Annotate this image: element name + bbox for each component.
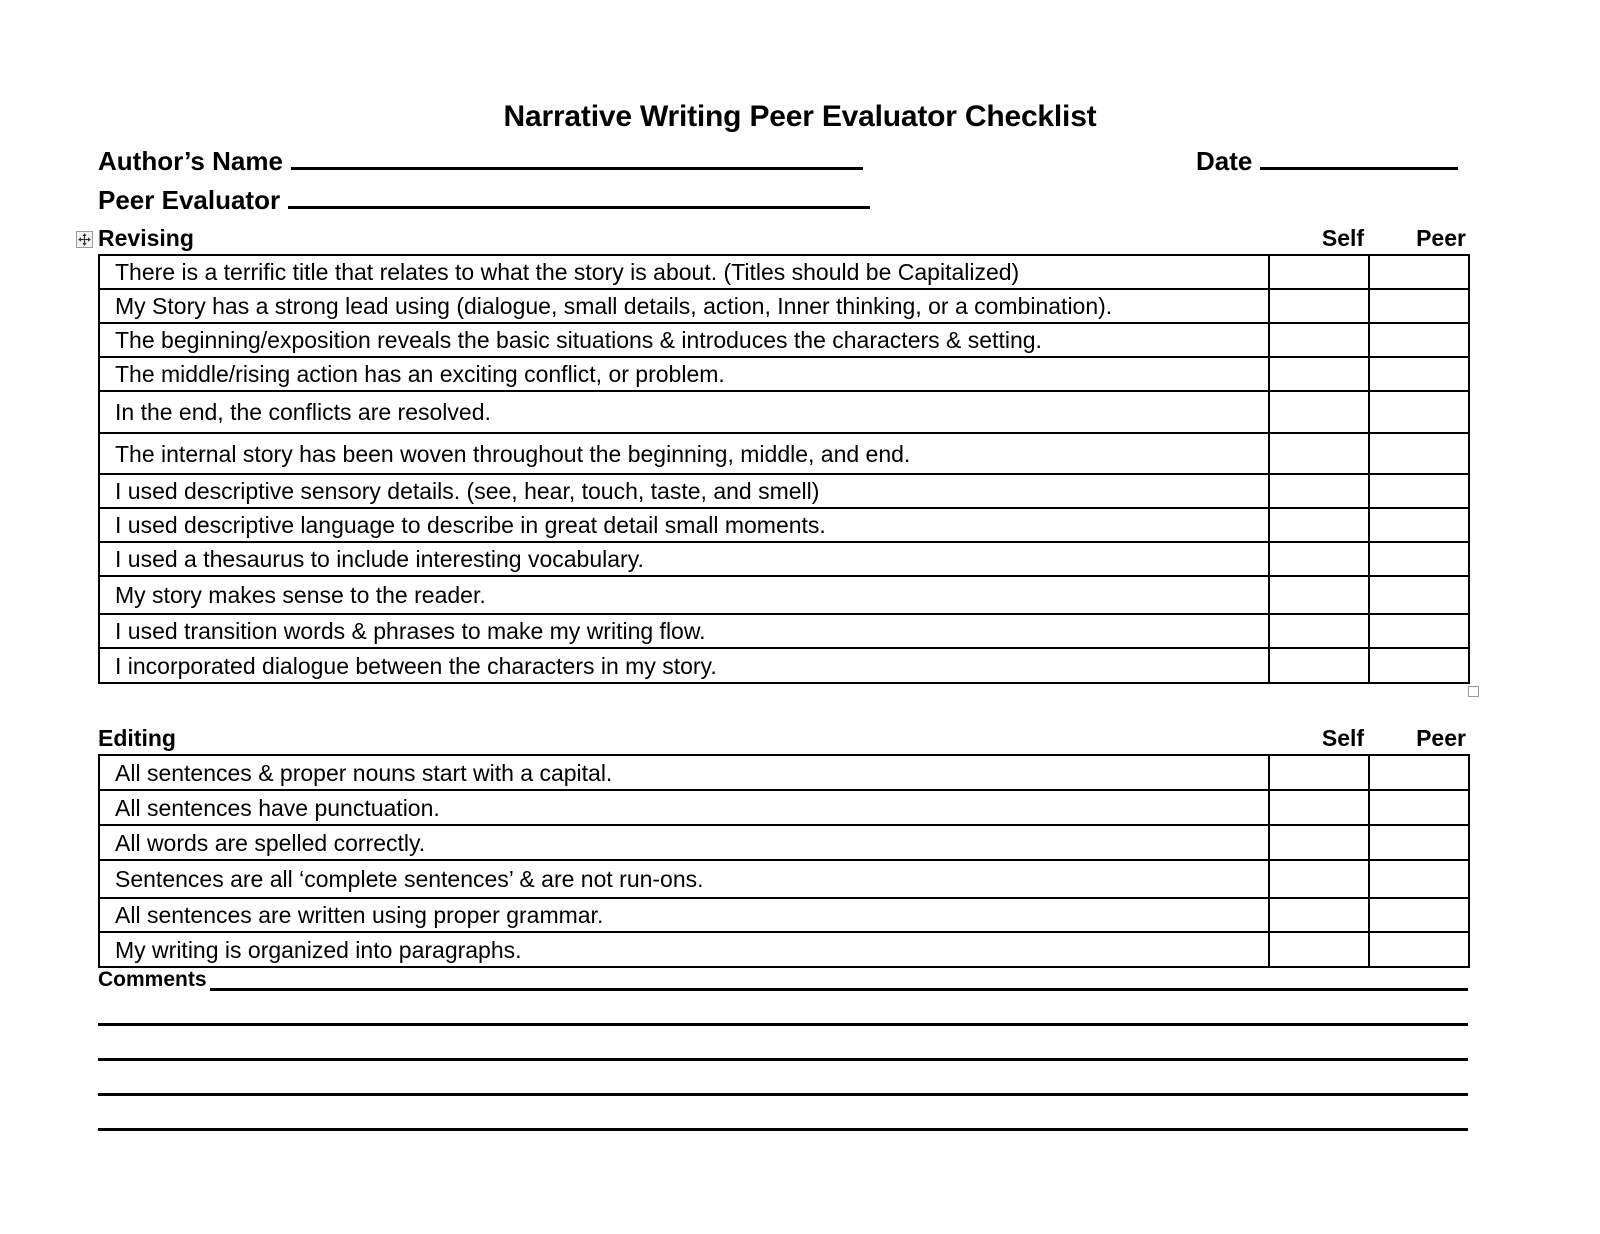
column-header-peer-editing: Peer (1416, 725, 1466, 751)
self-check-cell[interactable] (1269, 474, 1369, 508)
peer-check-cell[interactable] (1369, 357, 1469, 391)
checklist-item-label: The internal story has been woven throughout the beginning, middle, and end. (115, 440, 911, 467)
self-check-cell[interactable] (1269, 391, 1369, 433)
checklist-item-label: All sentences have punctuation. (115, 794, 440, 821)
self-check-cell[interactable] (1269, 932, 1369, 967)
table-row (99, 255, 1469, 289)
self-check-cell[interactable] (1269, 542, 1369, 576)
comment-blank-line[interactable] (98, 1093, 1468, 1096)
checklist-item-text (99, 755, 1269, 790)
section-header-editing (98, 724, 1478, 754)
checklist-item-label: All sentences are written using proper grammar. (115, 902, 604, 928)
author-date-row (98, 144, 1478, 178)
checklist-item-label: The middle/rising action has an exciting conflict, or problem. (115, 361, 725, 387)
peer-check-cell[interactable] (1369, 391, 1469, 433)
peer-check-cell[interactable] (1369, 898, 1469, 932)
self-check-cell[interactable] (1269, 790, 1369, 825)
checklist-item-label: I used descriptive sensory details. (see, hear, touch, taste, and smell) (115, 478, 820, 504)
self-check-cell[interactable] (1269, 614, 1369, 648)
table-row (99, 508, 1469, 542)
table-row (99, 860, 1469, 898)
self-check-cell[interactable] (1269, 825, 1369, 860)
comment-blank-line[interactable] (98, 1023, 1468, 1026)
self-check-cell[interactable] (1269, 357, 1369, 391)
checklist-item-text (99, 898, 1269, 932)
checklist-item-text (99, 648, 1269, 683)
peer-check-cell[interactable] (1369, 255, 1469, 289)
comments-field[interactable] (210, 988, 1468, 991)
peer-check-cell[interactable] (1369, 508, 1469, 542)
checklist-item-label: My Story has a strong lead using (dialogue, small details, action, Inner thinking, or a combination). (115, 293, 1113, 319)
checklist-item-text (99, 576, 1269, 614)
checklist-item-label: My story makes sense to the reader. (115, 582, 486, 608)
table-row (99, 898, 1469, 932)
peer-check-cell[interactable] (1369, 474, 1469, 508)
self-check-cell[interactable] (1269, 898, 1369, 932)
table-row (99, 474, 1469, 508)
self-check-cell[interactable] (1269, 648, 1369, 683)
table-resize-handle[interactable] (1468, 686, 1479, 697)
checklist-item-label: All sentences & proper nouns start with a capital. (115, 759, 613, 786)
table-row (99, 391, 1469, 433)
table-row (99, 825, 1469, 860)
checklist-item-label: I used a thesaurus to include interesting vocabulary. (115, 546, 644, 572)
checklist-item-text (99, 614, 1269, 648)
date-group (1196, 144, 1458, 178)
checklist-item-label: In the end, the conflicts are resolved. (115, 399, 491, 425)
checklist-item-text (99, 323, 1269, 357)
checklist-item-text (99, 289, 1269, 323)
checklist-item-text (99, 932, 1269, 967)
checklist-item-text (99, 391, 1269, 433)
checklist-table-revising (98, 254, 1470, 684)
peer-evaluator-row (98, 183, 1478, 217)
table-row (99, 542, 1469, 576)
checklist-item-text (99, 790, 1269, 825)
table-row (99, 433, 1469, 474)
section-title-editing: Editing (98, 725, 176, 751)
table-row (99, 614, 1469, 648)
checklist-item-text (99, 357, 1269, 391)
table-row (99, 576, 1469, 614)
table-row (99, 755, 1469, 790)
peer-check-cell[interactable] (1369, 648, 1469, 683)
date-label: Date (1196, 146, 1253, 176)
checklist-item-text (99, 508, 1269, 542)
peer-check-cell[interactable] (1369, 576, 1469, 614)
checklist-table-editing (98, 754, 1470, 968)
checklist-item-text (99, 825, 1269, 860)
peer-check-cell[interactable] (1369, 790, 1469, 825)
table-row (99, 648, 1469, 683)
peer-check-cell[interactable] (1369, 323, 1469, 357)
comments-label: Comments (98, 968, 207, 991)
self-check-cell[interactable] (1269, 433, 1369, 474)
self-check-cell[interactable] (1269, 323, 1369, 357)
checklist-item-text (99, 860, 1269, 898)
checklist-item-text (99, 255, 1269, 289)
peer-evaluator-label: Peer Evaluator (98, 185, 281, 215)
checklist-item-label: I used transition words & phrases to make my writing flow. (115, 618, 706, 644)
checklist-item-label: My writing is organized into paragraphs. (115, 936, 522, 963)
checklist-item-text (99, 433, 1269, 474)
table-row (99, 790, 1469, 825)
author-name-label: Author’s Name (98, 146, 283, 176)
table-row (99, 323, 1469, 357)
checklist-item-label: Sentences are all ‘complete sentences’ & are not run-ons. (115, 866, 704, 892)
page-title: Narrative Writing Peer Evaluator Checklist (503, 100, 1097, 133)
column-header-self-editing: Self (1321, 725, 1365, 751)
section-title-revising: Revising (98, 225, 194, 251)
self-check-cell[interactable] (1269, 576, 1369, 614)
checklist-item-label: I incorporated dialogue between the characters in my story. (115, 652, 717, 679)
section-header-revising (98, 224, 1478, 254)
self-check-cell[interactable] (1269, 755, 1369, 790)
table-row (99, 932, 1469, 967)
checklist-item-text (99, 542, 1269, 576)
table-move-handle[interactable] (76, 231, 93, 248)
peer-check-cell[interactable] (1369, 755, 1469, 790)
self-check-cell[interactable] (1269, 255, 1369, 289)
peer-evaluator-field[interactable] (288, 184, 870, 209)
checklist-item-label: There is a terrific title that relates to what the story is about. (Titles should be Capitalized) (115, 259, 1020, 285)
self-check-cell[interactable] (1269, 860, 1369, 898)
peer-check-cell[interactable] (1369, 542, 1469, 576)
self-check-cell[interactable] (1269, 508, 1369, 542)
comment-blank-line[interactable] (98, 1058, 1468, 1061)
peer-check-cell[interactable] (1369, 932, 1469, 967)
checklist-item-label: All words are spelled correctly. (115, 829, 426, 856)
comment-blank-line[interactable] (98, 1128, 1468, 1131)
peer-check-cell[interactable] (1369, 825, 1469, 860)
peer-check-cell[interactable] (1369, 289, 1469, 323)
table-row (99, 357, 1469, 391)
peer-check-cell[interactable] (1369, 614, 1469, 648)
table-row (99, 289, 1469, 323)
column-header-peer-revising: Peer (1416, 225, 1466, 251)
checklist-item-label: I used descriptive language to describe in great detail small moments. (115, 512, 826, 538)
date-field[interactable] (1260, 145, 1458, 170)
peer-check-cell[interactable] (1369, 860, 1469, 898)
checklist-item-text (99, 474, 1269, 508)
self-check-cell[interactable] (1269, 289, 1369, 323)
author-name-field[interactable] (291, 145, 863, 170)
peer-check-cell[interactable] (1369, 433, 1469, 474)
checklist-item-label: The beginning/exposition reveals the basic situations & introduces the characters & setting. (115, 327, 1042, 353)
column-header-self-revising: Self (1321, 225, 1365, 251)
